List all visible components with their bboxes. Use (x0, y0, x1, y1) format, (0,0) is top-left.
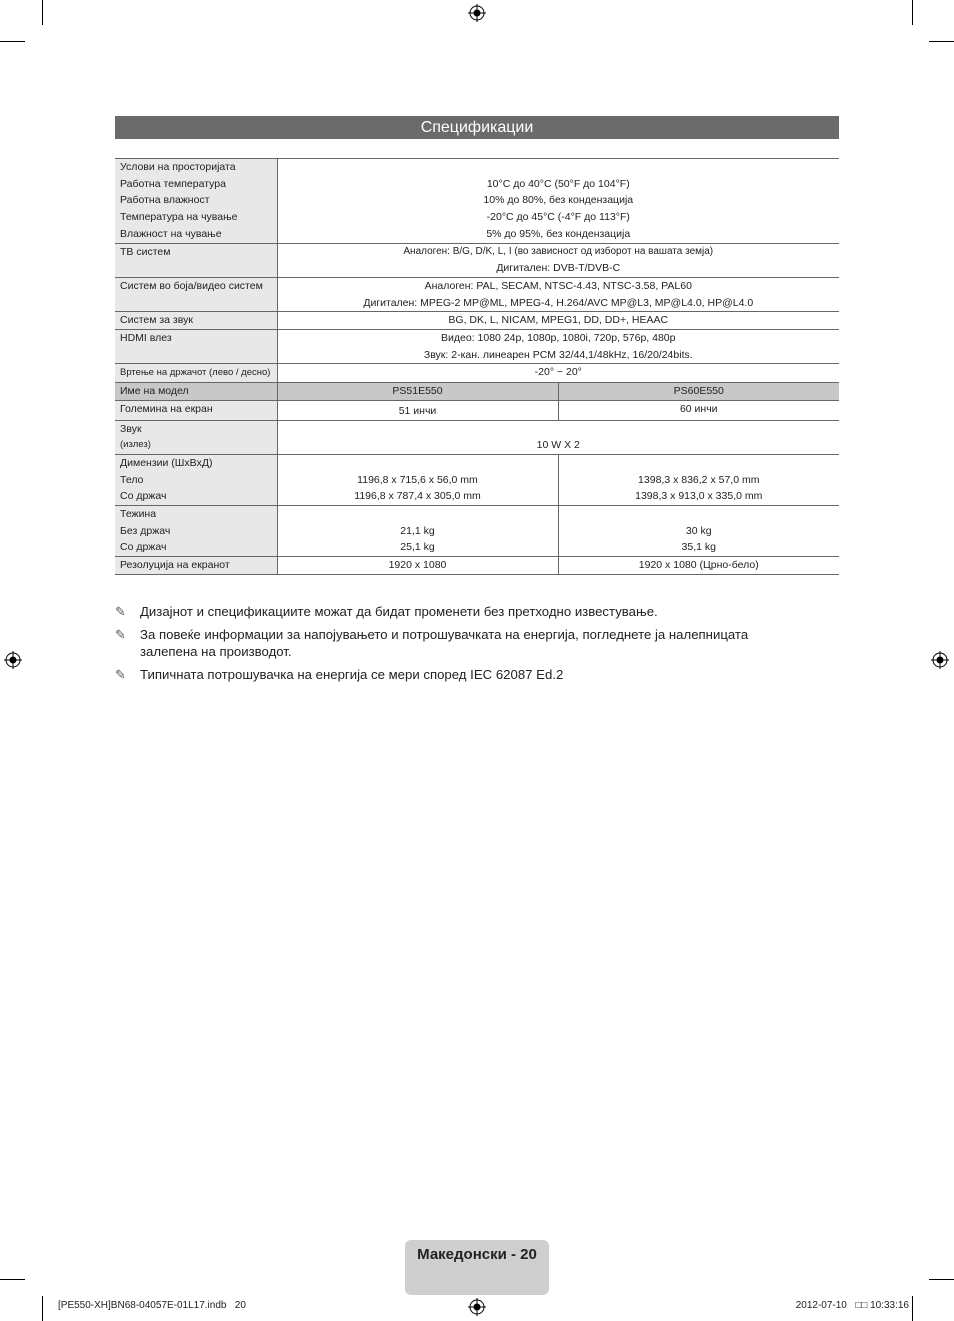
model-b: PS60E550 (558, 383, 839, 401)
crop-mark (929, 1279, 954, 1280)
crop-mark (912, 0, 913, 25)
table-row (115, 159, 839, 244)
pencil-note-icon: ✎ (115, 667, 126, 682)
pencil-note-icon: ✎ (115, 627, 126, 642)
row-value: 10°C до 40°C (50°F до 104°F) 10% до 80%, без кондензација -20°C до 45°C (-4°F до 113°F) 5% до 95%, без кондензација (277, 159, 839, 244)
value-a: 1196,8 x 715,6 x 56,0 mm 1196,8 x 787,4 x 305,0 mm (277, 454, 558, 505)
value-a: 21,1 kg 25,1 kg (277, 506, 558, 557)
row-label: HDMI влез (115, 330, 277, 364)
table-row (115, 364, 839, 383)
list-item: ✎ Дизајнот и спецификациите можат да бидат променети без претходно известување. (115, 604, 658, 619)
crop-mark (912, 1296, 913, 1321)
row-label: Димензии (ШxВxД) Тело Со држач (115, 454, 277, 505)
pencil-note-icon: ✎ (115, 604, 126, 619)
row-value: Аналоген: PAL, SECAM, NTSC-4.43, NTSC-3.58, PAL60 Дигитален: MPEG-2 MP@ML, MPEG-4, H.264/AVC MP@L3, MP@L4.0, HP@L4.0 (277, 277, 839, 311)
value-b: 60 инчи (558, 400, 839, 420)
registration-mark-icon (4, 651, 22, 669)
row-label: ТВ систем (115, 243, 277, 277)
model-a: PS51E550 (277, 383, 558, 401)
table-row (115, 277, 839, 311)
row-label: Име на модел (115, 383, 277, 401)
registration-mark-icon (468, 1298, 486, 1316)
row-label: Тежина Без држач Со држач (115, 506, 277, 557)
row-label: Услови на просторијата Работна температура Работна влажност Температура на чување Влажност на чување (115, 159, 277, 244)
row-label: Систем за звук (115, 312, 277, 330)
spec-table (115, 158, 839, 575)
page-title: Спецификации (115, 116, 839, 139)
notes-list (115, 603, 805, 689)
table-row (115, 400, 839, 420)
crop-mark (0, 41, 25, 42)
print-slug-left: [PE550-XH]BN68-04057E-01L17.indb 20 (58, 1300, 246, 1311)
list-item: ✎ За повеќе информации за напојувањето и потрошувачката на енергија, погледнете ја налепницата залепена на производот. (115, 627, 749, 659)
row-label: Големина на екран (115, 400, 277, 420)
list-item: ✎ Типичната потрошувачка на енергија се мери според IEC 62087 Ed.2 (115, 667, 564, 682)
crop-mark (0, 1279, 25, 1280)
registration-mark-icon (931, 651, 949, 669)
table-row (115, 420, 839, 454)
registration-mark-icon (468, 4, 486, 22)
page-number: Македонски - 20 (417, 1246, 537, 1263)
table-row (115, 557, 839, 575)
table-row (115, 506, 839, 557)
value-b: 1398,3 x 836,2 x 57,0 mm 1398,3 x 913,0 x 335,0 mm (558, 454, 839, 505)
row-value: Видео: 1080 24p, 1080p, 1080i, 720p, 576p, 480p Звук: 2-кан. линеарен PCM 32/44,1/48kHz, 16/20/24bits. (277, 330, 839, 364)
row-value: 10 W X 2 (277, 420, 839, 454)
value-b: 30 kg 35,1 kg (558, 506, 839, 557)
print-slug-right: 2012-07-10 □□ 10:33:16 (795, 1300, 909, 1311)
row-value: Аналоген: B/G, D/K, L, I (во зависност од изборот на вашата земја) Дигитален: DVB-T/DVB-C (277, 243, 839, 277)
row-label: Резолуција на екранот (115, 557, 277, 575)
table-row (115, 243, 839, 277)
value-b: 1920 x 1080 (Црно-бело) (558, 557, 839, 575)
table-row (115, 330, 839, 364)
value-a: 1920 x 1080 (277, 557, 558, 575)
crop-mark (42, 0, 43, 25)
row-label: Вртење на држачот (лево / десно) (115, 364, 277, 383)
row-value: BG, DK, L, NICAM, MPEG1, DD, DD+, HEAAC (277, 312, 839, 330)
row-label: Систем во боја/видео систем (115, 277, 277, 311)
crop-mark (929, 41, 954, 42)
row-value: -20° ~ 20° (277, 364, 839, 383)
row-label: Звук (излез) (115, 420, 277, 454)
table-row (115, 312, 839, 330)
table-row (115, 383, 839, 401)
crop-mark (42, 1296, 43, 1321)
value-a: 51 инчи (277, 400, 558, 420)
table-row (115, 454, 839, 505)
page-number-tab (405, 1240, 549, 1295)
